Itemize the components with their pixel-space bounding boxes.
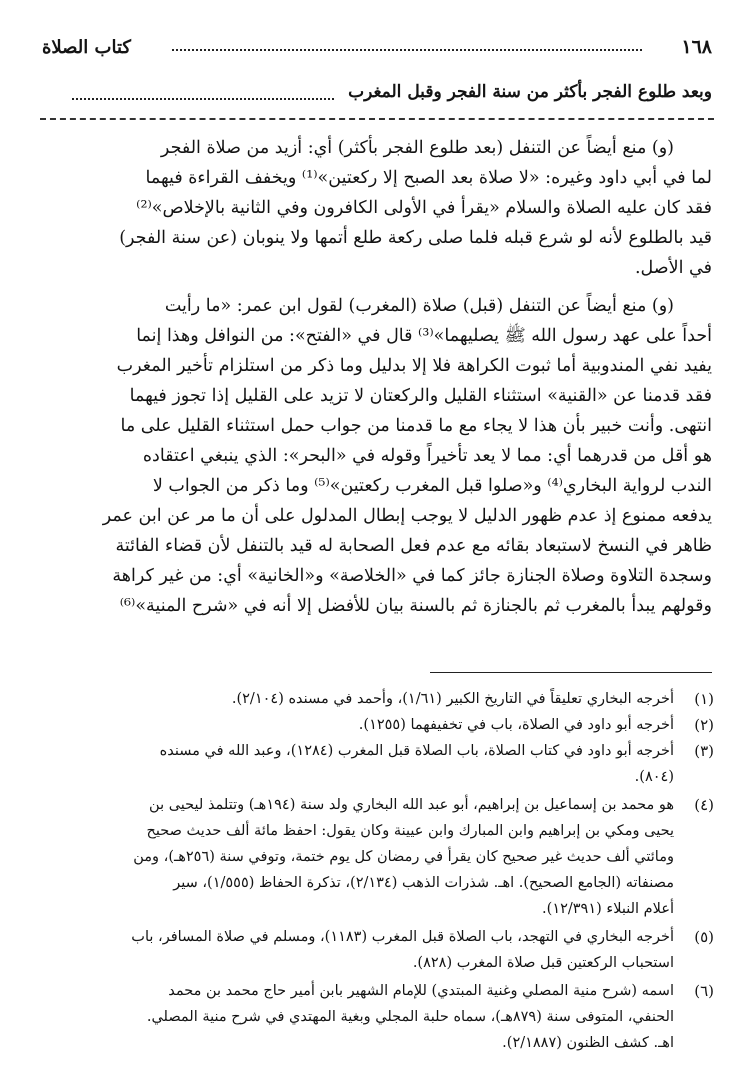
- body-line: لما في أبي داود وغيره: «لا صلاة بعد الصبح إلا ركعتين»⁽¹⁾ ويخفف القراءة فيهما: [145, 168, 712, 188]
- section-heading-dots: [72, 98, 334, 100]
- body-line: وقولهم يبدأ بالمغرب ثم بالجنازة ثم بالسنة بيان للأفضل إلا أنه في «شرح المنية»⁽⁶⁾: [119, 596, 712, 616]
- section-heading: [40, 82, 714, 110]
- footnote-number: (٥): [694, 928, 714, 946]
- body-line: أحداً على عهد رسول الله ﷺ يصليهما»⁽³⁾ قال في «الفتح»: من النوافل وهذا إنما: [136, 326, 712, 346]
- running-header: [40, 36, 714, 66]
- footnote-line: يحيى ومكي بن إبراهيم وابن المبارك وابن عيينة وكان يقول: احفظ مائة ألف حديث صحيح: [146, 823, 674, 839]
- body-line: ظاهر في النسخ لاستبعاد بقائه مع عدم فعل الصحابة له قيد بالتنفل لأن قضاء الفائتة: [115, 536, 712, 556]
- body-line: يدفعه ممنوع إذ عدم ظهور الدليل لا يوجب إبطال المدلول على أن ما مر عن ابن عمر: [102, 506, 712, 526]
- book-title: كتاب الصلاة: [42, 37, 131, 58]
- footnote-line: أخرجه أبو داود في كتاب الصلاة، باب الصلاة قبل المغرب (١٢٨٤)، وعبد الله في مسنده: [159, 743, 674, 759]
- footnote-number: (٣): [694, 742, 714, 760]
- body-line: وسجدة التلاوة وصلاة الجنازة جائز كما في «الخلاصة» و«الخانية» أي: من غير كراهة: [112, 566, 712, 586]
- footnote-line: أخرجه أبو داود في الصلاة، باب في تخفيفهما (١٢٥٥).: [358, 717, 674, 733]
- footnote-line: ومائتي ألف حديث غير صحيح كان يقرأ في رمضان كل يوم ختمة، وتوفي سنة (٢٥٦هـ)، ومن: [133, 849, 674, 865]
- body-line: يفيد نفي المندوبية أما ثبوت الكراهة فلا إلا بدليل وما ذكر من استلزام تأخير المغرب: [116, 356, 712, 376]
- footnote-line: أعلام النبلاء (١٢/٣٩١).: [542, 901, 674, 917]
- body-line: (و) منع أيضاً عن التنفل (بعد طلوع الفجر بأكثر) أي: أزيد من صلاة الفجر: [160, 138, 674, 158]
- body-line: فقد كان عليه الصلاة والسلام «يقرأ في الأولى الكافرون وفي الثانية بالإخلاص»⁽²⁾: [136, 198, 712, 218]
- heading-dashed-rule: [40, 118, 714, 120]
- footnote-line: أخرجه البخاري في التهجد، باب الصلاة قبل المغرب (١١٨٣)، ومسلم في صلاة المسافر، باب: [131, 929, 674, 945]
- footnote-line: (٨٠٤).: [634, 769, 674, 785]
- footnote-line: الحنفي، المتوفى سنة (٨٧٩هـ)، سماه حلبة المجلي وبغية المهتدي في شرح منية المصلي.: [146, 1009, 674, 1025]
- footnote-number: (٤): [694, 796, 714, 814]
- body-line: انتهى. وأنت خبير بأن هذا لا يجاء مع ما قدمنا من جواب حمل استثناء القليل على ما: [120, 416, 712, 436]
- footnote-number: (١): [694, 690, 714, 708]
- section-heading-text: وبعد طلوع الفجر بأكثر من سنة الفجر وقبل المغرب: [348, 82, 712, 102]
- body-line: فقد قدمنا عن «القنية» استثناء القليل والركعتان لا تزيد على القليل إذا تجوز فيهما: [129, 386, 712, 406]
- body-line: (و) منع أيضاً عن التنفل (قبل) صلاة (المغرب) لقول ابن عمر: «ما رأيت: [164, 296, 674, 316]
- page-number: ١٦٨: [681, 36, 712, 58]
- footnote-line: هو محمد بن إسماعيل بن إبراهيم، أبو عبد الله البخاري ولد سنة (١٩٤هـ) وتتلمذ ليحيى بن: [149, 797, 674, 813]
- footnote-line: استحباب الركعتين قبل صلاة المغرب (٨٢٨).: [412, 955, 674, 971]
- body-line: في الأصل.: [634, 258, 712, 278]
- footnote-line: مصنفاته (الجامع الصحيح). اهـ. شذرات الذهب (٢/١٣٤)، تذكرة الحفاظ (١/٥٥٥)، سير: [173, 875, 674, 891]
- footnote-separator: [430, 672, 712, 673]
- footnote-line: اسمه (شرح منية المصلي وغنية المبتدي) للإمام الشهير بابن أمير حاج محمد بن محمد: [168, 983, 674, 999]
- body-line: قيد بالطلوع لأنه لو شرع قبله فلما صلى ركعة طلع أتمها ولا ينوبان (عن سنة الفجر): [119, 228, 712, 248]
- footnote-line: اهـ. كشف الظنون (٢/١٨٨٧).: [502, 1035, 674, 1051]
- header-dotted-rule: [172, 49, 642, 51]
- footnote-number: (٢): [694, 716, 714, 734]
- footnote-number: (٦): [694, 982, 714, 1000]
- body-line: الندب لرواية البخاري⁽⁴⁾ و«صلوا قبل المغرب ركعتين»⁽⁵⁾ وما ذكر من الجواب لا: [152, 476, 712, 496]
- body-line: هو أقل من قدرهما أي: مما لا يعد تأخيراً وقوله في «البحر»: الذي ينبغي اعتقاده: [142, 446, 712, 466]
- footnote-line: أخرجه البخاري تعليقاً في التاريخ الكبير (١/٦١)، وأحمد في مسنده (٢/١٠٤).: [231, 691, 674, 707]
